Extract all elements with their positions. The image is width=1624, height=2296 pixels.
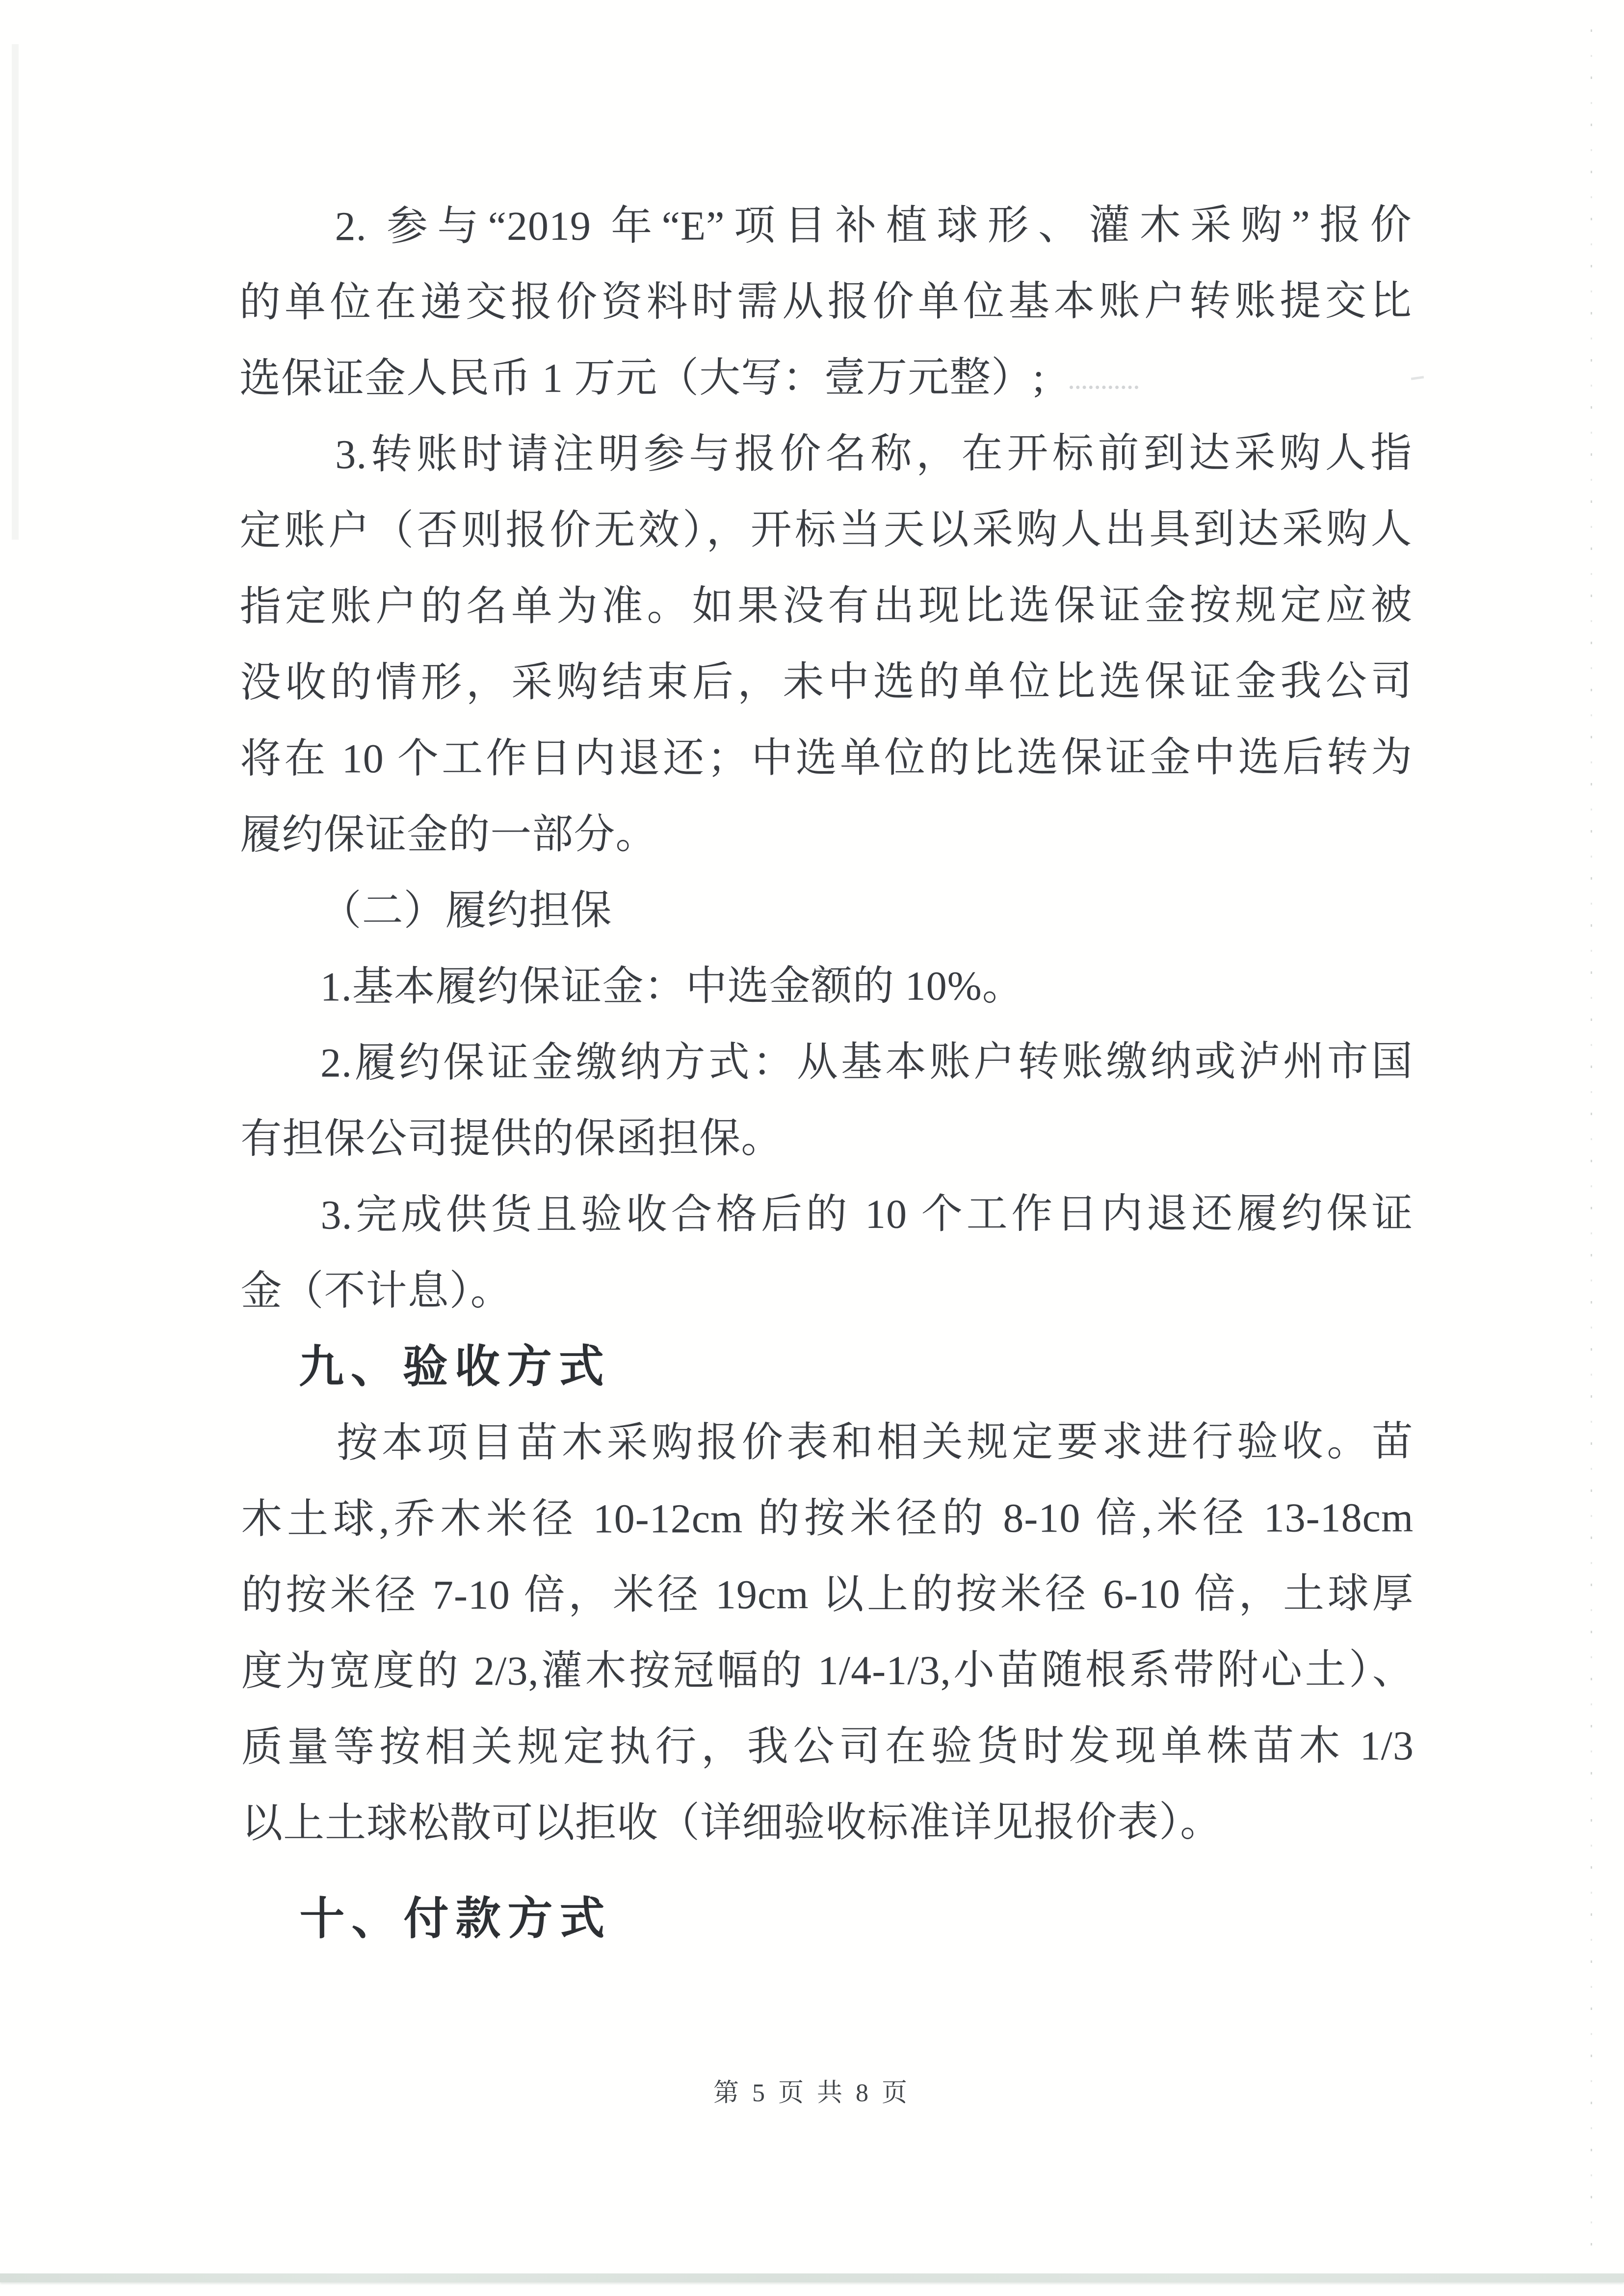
text-line: 金（不计息）。 (240, 1268, 512, 1314)
section-heading: 九、验收方式 (298, 1341, 611, 1392)
text-line: 2.履约保证金缴纳方式：从基本账户转账缴纳或泸州市国 (320, 1039, 1414, 1086)
text-line: 的按米径 7-10 倍，米径 19cm 以上的按米径 6-10 倍，土球厚 (241, 1571, 1414, 1618)
text-line: 质量等按相关规定执行，我公司在验货时发现单株苗木 1/3 (241, 1723, 1414, 1771)
text-block (239, 187, 1414, 1957)
text-line: 3.转账时请注明参与报价名称，在开标前到达采购人指 (335, 430, 1413, 478)
text-line: 履约保证金的一部分。 (240, 811, 657, 858)
scan-artifact-right-edge (1591, 29, 1592, 2267)
text-line: 选保证金人民币 1 万元（大写：壹万元整）; (239, 355, 1045, 402)
text-line: 度为宽度的 2/3,灌木按冠幅的 1/4-1/3,小苗随根系带附心土）、 (241, 1647, 1414, 1695)
scan-artifact-bottom-band (0, 2273, 1624, 2282)
text-line: 以上土球松散可以拒收（详细验收标准详见报价表）。 (241, 1799, 1222, 1847)
scan-artifact-fleck (1411, 376, 1424, 380)
text-line: 1.基本履约保证金：中选金额的 10%。 (320, 963, 1024, 1010)
text-line: 将在 10 个工作日内退还；中选单位的比选保证金中选后转为 (240, 734, 1413, 782)
scan-artifact-left-streak (12, 44, 19, 540)
text-line: 按本项目苗木采购报价表和相关规定要求进行验收。苗 (336, 1419, 1414, 1466)
text-line: 3.完成供货且验收合格后的 10 个工作日内退还履约保证 (320, 1191, 1414, 1238)
text-line: 2. 参与“2019 年“E”项目补植球形、灌木采购”报价 (335, 202, 1412, 250)
text-line: 有担保公司提供的保函担保。 (240, 1116, 783, 1162)
scan-artifact-smudge (1070, 382, 1138, 389)
text-line: （二）履约担保 (320, 887, 612, 934)
text-line: 指定账户的名单为准。如果没有出现比选保证金按规定应被 (239, 582, 1413, 630)
text-line: 的单位在递交报价资料时需从报价单位基本账户转账提交比 (239, 278, 1412, 326)
text-line: 定账户（否则报价无效），开标当天以采购人出具到达采购人 (239, 506, 1413, 554)
text-line: 没收的情形，采购结束后，未中选的单位比选保证金我公司 (239, 658, 1413, 706)
section-heading: 十、付款方式 (299, 1893, 612, 1944)
text-line: 木土球,乔木米径 10-12cm 的按米径的 8-10 倍,米径 13-18cm (241, 1495, 1414, 1542)
page-number-footer: 第 5 页 共 8 页 (713, 2079, 911, 2107)
